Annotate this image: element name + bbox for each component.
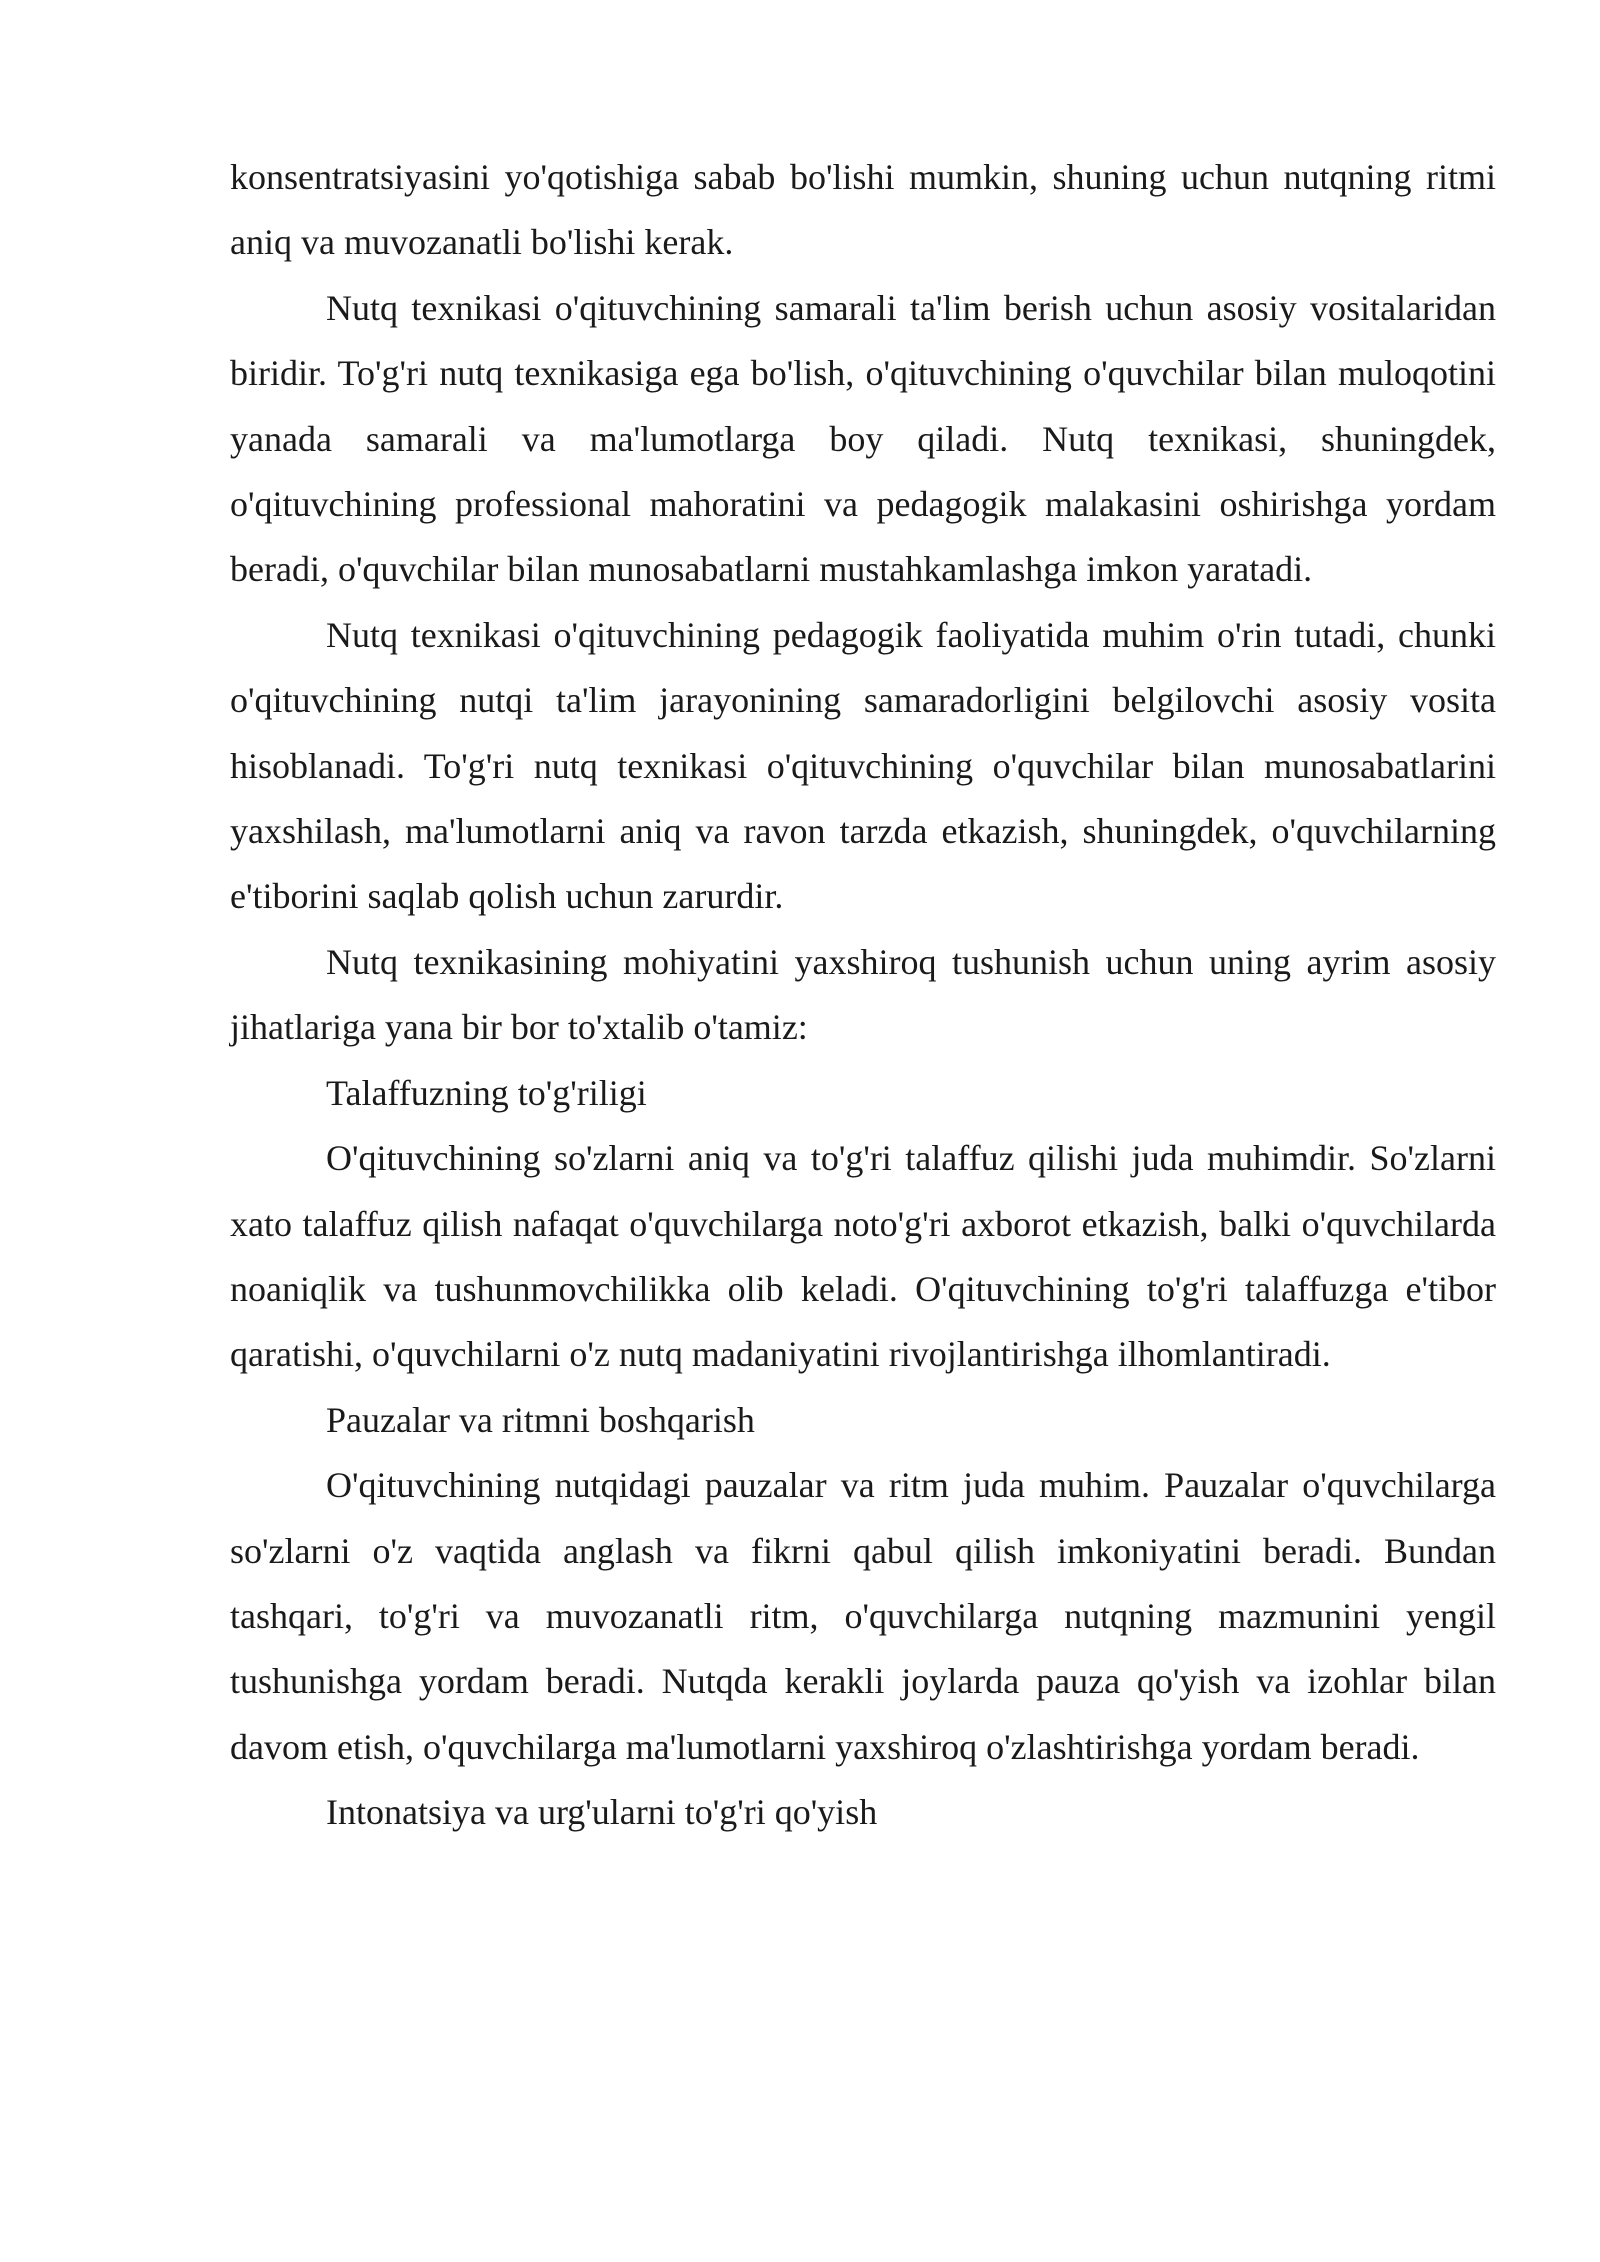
paragraph-body: Nutq texnikasi o'qituvchining pedagogik faoliyatida muhim o'rin tutadi, chunki o'qituvchining nutqi ta'lim jarayonining samaradorligini belgilovchi asosiy vosita hisoblanadi. To'g'ri nutq texnikasi o'qituvchining o'quvchilar bilan munosabatlarini yaxshilash, ma'lumotlarni aniq va ravon tarzda etkazish, shuningdek, o'quvchilarning e'tiborini saqlab qolish uchun zarurdir.: [230, 614, 1496, 917]
paragraph-body: Nutq texnikasining mohiyatini yaxshiroq tushunish uchun uning ayrim asosiy jihatlariga yana bir bor to'xtalib o'tamiz:: [230, 941, 1496, 1048]
paragraph-body: O'qituvchining nutqidagi pauzalar va ritm juda muhim. Pauzalar o'quvchilarga so'zlarni o'z vaqtida anglash va fikrni qabul qilish imkoniyatini beradi. Bundan tashqari, to'g'ri va muvozanatli ritm, o'quvchilarga nutqning mazmunini yengil tushunishga yordam beradi. Nutqda kerakli joylarda pauza qo'yish va izohlar bilan davom etish, o'quvchilarga ma'lumotlarni yaxshiroq o'zlashtirishga yordam beradi.: [230, 1465, 1496, 1767]
section-heading: Pauzalar va ritmni boshqarish: [326, 1399, 755, 1440]
paragraph-body: O'qituvchining so'zlarni aniq va to'g'ri talaffuz qilishi juda muhimdir. So'zlarni xato talaffuz qilish nafaqat o'quvchilarga noto'g'ri axborot etkazish, balki o'quvchilarda noaniqlik va tushunmovchilikka olib keladi. O'qituvchining to'g'ri talaffuzga e'tibor qaratishi, o'quvchilarni o'z nutq madaniyatini rivojlantirishga ilhomlantiradi.: [230, 1138, 1496, 1375]
paragraph-continuation: konsentratsiyasini yo'qotishiga sabab bo'lishi mumkin, shuning uchun nutqning ritmi aniq va muvozanatli bo'lishi kerak.: [230, 157, 1496, 263]
section-heading: Intonatsiya va urg'ularni to'g'ri qo'yish: [326, 1792, 878, 1833]
document-body: [230, 145, 1496, 1846]
section-heading: Talaffuzning to'g'riligi: [326, 1072, 647, 1113]
paragraph-body: Nutq texnikasi o'qituvchining samarali ta'lim berish uchun asosiy vositalaridan biridir. To'g'ri nutq texnikasiga ega bo'lish, o'qituvchining o'quvchilar bilan muloqotini yanada samarali va ma'lumotlarga boy qiladi. Nutq texnikasi, shuningdek, o'qituvchining professional mahoratini va pedagogik malakasini oshirishga yordam beradi, o'quvchilar bilan munosabatlarni mustahkamlashga imkon yaratadi.: [230, 287, 1496, 590]
